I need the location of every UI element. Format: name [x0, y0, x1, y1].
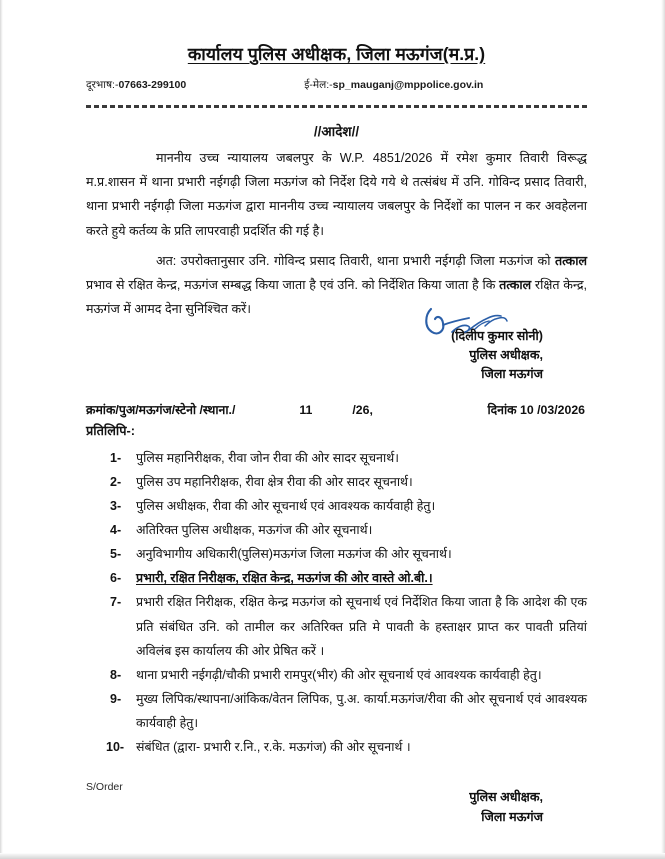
- list-item-text: अनुविभागीय अधिकारी(पुलिस)मऊगंज जिला मऊगंज की ओर सूचनार्थ।: [136, 547, 452, 562]
- list-item-text: संबंधित (द्वारा- प्रभारी र.नि., र.के. मऊगंज) की ओर सूचनार्थ ।: [136, 740, 411, 755]
- order-paragraph-1: [86, 146, 587, 243]
- list-item: [110, 663, 587, 687]
- emphasis-takal-1: तत्काल: [554, 253, 588, 268]
- list-item: [106, 735, 587, 759]
- contact-row: [86, 78, 587, 92]
- para1-line3: तिवारी, थाना प्रभारी नईगढ़ी जिला मऊगंज द्वारा माननीय उच्च न्यायालय जबलपुर के निर्देशों का पालन: [86, 175, 587, 214]
- list-item: [110, 470, 587, 494]
- phone-label: दूरभाष:-: [86, 79, 119, 91]
- reference-date: [487, 401, 587, 418]
- list-item-number: 10-: [106, 740, 125, 755]
- reference-serial: 11: [299, 402, 313, 417]
- list-item-number: 6-: [110, 571, 122, 586]
- signatory-name: (दिलीप कुमार सोनी): [451, 329, 543, 344]
- list-item-number: 9-: [110, 691, 122, 706]
- signature-block-bottom: [86, 787, 587, 827]
- reference-year: /26,: [352, 402, 373, 417]
- list-item-text: पुलिस उप महानिरीक्षक, रीवा क्षेत्र रीवा की ओर सादर सूचनार्थ।: [136, 474, 413, 489]
- list-item-number: 2-: [110, 474, 122, 489]
- list-item-text: प्रभारी, रक्षित निरीक्षक, रक्षित केन्द्र, मऊगंज की ओर वास्ते ओ.बी.।: [136, 571, 433, 586]
- copy-distribution-list: [86, 446, 587, 760]
- list-item-number: 7-: [110, 595, 122, 610]
- para2-line2-prefix: को: [537, 253, 555, 268]
- list-item-number: 4-: [110, 523, 122, 537]
- signatory-designation: पुलिस अधीक्षक,: [469, 348, 543, 363]
- email-address: [304, 78, 483, 92]
- list-item: [110, 542, 587, 566]
- list-item-text: मुख्य लिपिक/स्थापना/आंकिक/वेतन लिपिक, पु.अ. कार्या.मऊगंज/रीवा की ओर सूचनार्थ एवं आवश्यक कार्यवाही हेतु।: [136, 691, 587, 730]
- copy-to-label: प्रतिलिपि-:: [86, 422, 135, 438]
- para2-line1: अत: उपरोक्तानुसार उनि. गोविन्द प्रसाद तिवारी, थाना प्रभारी नईगढ़ी जिला मऊगंज: [156, 253, 534, 268]
- list-item: [110, 590, 587, 662]
- signature-block-top: [86, 327, 587, 384]
- bottom-district: जिला मऊगंज: [481, 810, 543, 825]
- list-item-number: 5-: [110, 547, 122, 562]
- list-item-text: प्रभारी रक्षित निरीक्षक, रक्षित केन्द्र मऊगंज को सूचनार्थ एवं निर्देशित किया जाता है कि आदेश की एक प्रति संबंधित उनि. को तामील कर अतिरिक्त प्रति मे पावती के हस्ताक्षर प्राप्त कर पावती प्रतियां अविलंब इस कार्यालय की ओर प्रेषित करें ।: [136, 595, 587, 658]
- date-value: 10 /03/2026: [520, 402, 585, 417]
- order-heading: //आदेश//: [313, 124, 360, 139]
- reference-number-prefix: क्रमांक/पुअ/मऊगंज/स्टेनो /स्थाना./: [86, 402, 236, 417]
- list-item: [110, 566, 587, 590]
- list-item-text: थाना प्रभारी नईगढ़ी/चौकी प्रभारी रामपुर(भीर) की ओर सूचनार्थ एवं आवश्यक कार्यवाही हेतु।: [136, 667, 542, 682]
- list-item-text: अतिरिक्त पुलिस अधीक्षक, मऊगंज की ओर सूचनार्थ।: [136, 523, 373, 537]
- para2-line2-rest: प्रभाव से रक्षित केन्द्र, मऊगंज सम्बद्ध किया जाता है एवं उनि. को निर्देशित किया जाता है कि: [86, 277, 496, 292]
- order-paragraph-2: [86, 249, 587, 322]
- date-label: दिनांक: [487, 402, 517, 417]
- para2-line3-rest: रक्षित केन्द्र, मऊगंज में आमद देना सुनिश्चित करें।: [86, 277, 588, 317]
- para1-line4: न कर अवहेलना करते हुये कर्तव्य के प्रति लापरवाही प्रदर्शित की गई है।: [86, 199, 587, 238]
- list-item: [110, 446, 587, 470]
- list-item: [110, 494, 587, 518]
- list-item-text: पुलिस अधीक्षक, रीवा की ओर सूचनार्थ एवं आवश्यक कार्यवाही हेतु।: [136, 498, 436, 513]
- signatory-district: जिला मऊगंज: [481, 367, 543, 382]
- list-item-number: 8-: [110, 667, 122, 682]
- para1-line1: माननीय उच्च न्यायालय जबलपुर के W.P. 4851/2026 में रमेश कुमार तिवारी विरूद्ध: [156, 151, 587, 165]
- list-item: [110, 518, 587, 542]
- bottom-designation: पुलिस अधीक्षक,: [469, 790, 543, 805]
- list-item: [110, 687, 587, 735]
- phone-value: 07663-299100: [118, 79, 187, 91]
- office-title: कार्यालय पुलिस अधीक्षक, जिला मऊगंज(म.प्र.): [187, 44, 486, 64]
- reference-row: [86, 401, 587, 418]
- list-item-number: 3-: [110, 498, 122, 513]
- emphasis-takal-2: तत्काल: [499, 277, 532, 292]
- footer-note: S/Order: [86, 781, 123, 793]
- phone-number: [86, 78, 186, 92]
- list-item-number: 1-: [110, 450, 122, 465]
- list-item-text: पुलिस महानिरीक्षक, रीवा जोन रीवा की ओर सादर सूचनार्थ।: [136, 450, 399, 465]
- email-value: sp_mauganj@mppolice.gov.in: [332, 79, 484, 91]
- email-label: ई-मेल:-: [304, 79, 333, 91]
- para1-line2: म.प्र.शासन में थाना प्रभारी नईगढ़ी जिला मऊगंज को निर्देश दिये गये थे तत्संबंध में उनि. गोविन्द प्रसाद: [86, 175, 550, 190]
- header-divider: [86, 105, 587, 108]
